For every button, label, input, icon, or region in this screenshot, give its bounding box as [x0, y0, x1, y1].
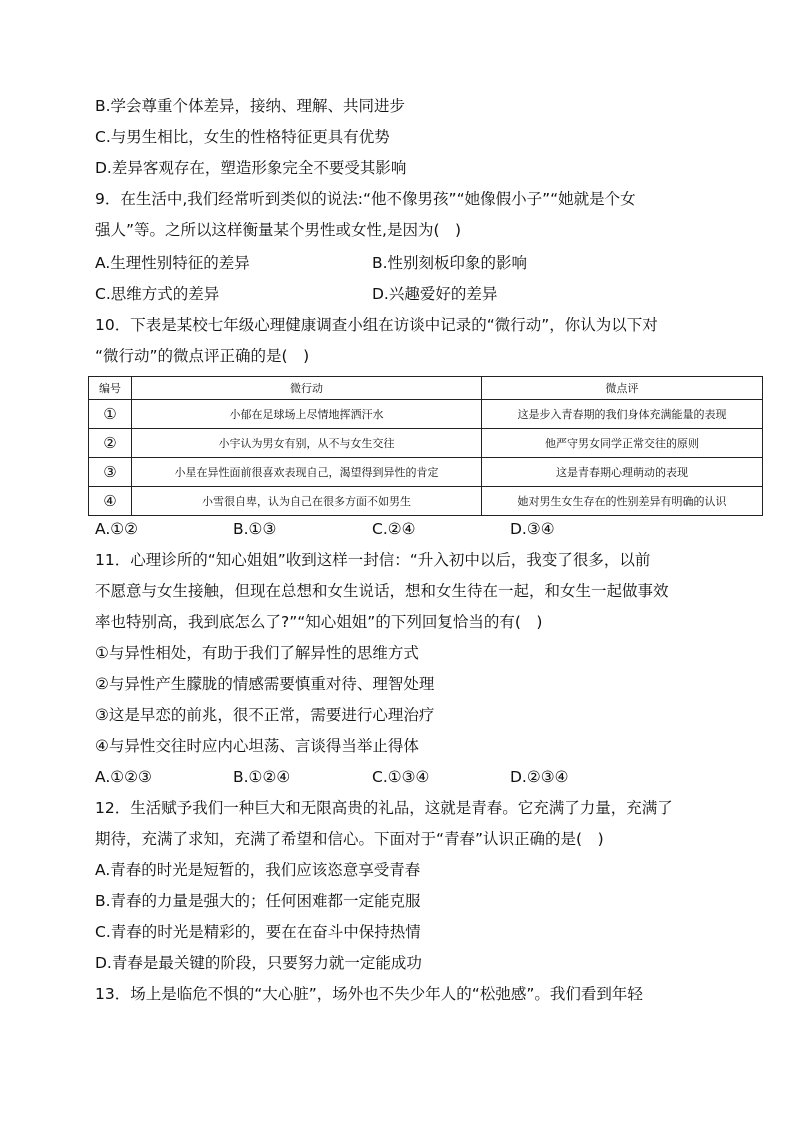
row-comment: 他严守男女同学正常交往的原则	[482, 429, 763, 458]
q10-stem-line2: “微行动”的微点评正确的是( )	[95, 347, 310, 365]
q12-option-b: B.青春的力量是强大的；任何困难都一定能克服	[95, 892, 421, 910]
q11-statement-3: ③这是早恋的前兆，很不正常，需要进行心理治疗	[95, 706, 435, 724]
q11-statement-4: ④与异性交往时应内心坦荡、言谈得当举止得体	[95, 737, 419, 755]
q9-option-c: C.思维方式的差异	[95, 285, 220, 303]
q12-option-c: C.青春的时光是精彩的，要在在奋斗中保持热情	[95, 923, 421, 941]
table-row	[89, 400, 763, 429]
q10-option-c: C.②④	[372, 520, 416, 538]
row-action: 小宇认为男女有别，从不与女生交往	[132, 429, 482, 458]
q8-option-d: D.差异客观存在，塑造形象完全不要受其影响	[95, 159, 407, 177]
q9-option-d: D.兴趣爱好的差异	[372, 285, 498, 303]
q11-stem-line3: 率也特别高，我到底怎么了?”“知心姐姐”的下列回复恰当的有( )	[95, 613, 543, 631]
row-comment: 这是步入青春期的我们身体充满能量的表现	[482, 400, 763, 429]
q10-option-b: B.①③	[233, 520, 277, 538]
q11-option-c: C.①③④	[372, 768, 430, 786]
q10-option-d: D.③④	[510, 520, 555, 538]
table-header-number: 编号	[89, 377, 132, 400]
q11-stem-line1: 11．心理诊所的“知心姐姐”收到这样一封信：“升入初中以后，我变了很多，以前	[95, 551, 651, 569]
q11-stem-line2: 不愿意与女生接触，但现在总想和女生说话，想和女生待在一起，和女生一起做事效	[95, 582, 669, 600]
q12-stem-line1: 12．生活赋予我们一种巨大和无限高贵的礼品，这就是青春。它充满了力量，充满了	[95, 799, 673, 817]
q11-option-b: B.①②④	[233, 768, 291, 786]
q9-option-b: B.性别刻板印象的影响	[372, 254, 528, 272]
q10-stem-line1: 10．下表是某校七年级心理健康调查小组在访谈中记录的“微行动”，你认为以下对	[95, 316, 658, 334]
q11-option-d: D.②③④	[510, 768, 569, 786]
row-comment: 她对男生女生存在的性别差异有明确的认识	[482, 487, 763, 516]
q9-option-a: A.生理性别特征的差异	[95, 254, 250, 272]
q13-stem-line1: 13．场上是临危不惧的“大心脏”，场外也不失少年人的“松弛感”。我们看到年轻	[95, 985, 643, 1003]
q12-option-a: A.青春的时光是短暂的，我们应该恣意享受青春	[95, 861, 421, 879]
micro-action-table	[88, 376, 763, 516]
row-comment: 这是青春期心理萌动的表现	[482, 458, 763, 487]
row-action: 小郁在足球场上尽情地挥洒汗水	[132, 400, 482, 429]
row-action: 小雪很自卑，认为自己在很多方面不如男生	[132, 487, 482, 516]
row-number: ②	[89, 429, 132, 458]
table-header-action: 微行动	[132, 377, 482, 400]
q12-option-d: D.青春是最关键的阶段，只要努力就一定能成功	[95, 954, 422, 972]
q8-option-b: B.学会尊重个体差异，接纳、理解、共同进步	[95, 97, 406, 115]
q11-option-a: A.①②③	[95, 768, 152, 786]
q11-statement-1: ①与异性相处，有助于我们了解异性的思维方式	[95, 644, 419, 662]
q9-stem-line2: 强人”等。之所以这样衡量某个男性或女性,是因为( )	[95, 221, 462, 239]
table-row	[89, 429, 763, 458]
q9-stem-line1: 9．在生活中,我们经常听到类似的说法:“他不像男孩”“她像假小子”“她就是个女	[95, 190, 636, 208]
table-row	[89, 458, 763, 487]
q12-stem-line2: 期待，充满了求知，充满了希望和信心。下面对于“青春”认识正确的是( )	[95, 830, 604, 848]
table-header-comment: 微点评	[482, 377, 763, 400]
row-action: 小星在异性面前很喜欢表现自己，渴望得到异性的肯定	[132, 458, 482, 487]
table-row	[89, 487, 763, 516]
q10-option-a: A.①②	[95, 520, 139, 538]
table-header-row	[89, 377, 763, 400]
row-number: ①	[89, 400, 132, 429]
row-number: ③	[89, 458, 132, 487]
row-number: ④	[89, 487, 132, 516]
q11-statement-2: ②与异性产生朦胧的情感需要慎重对待、理智处理	[95, 675, 435, 693]
q8-option-c: C.与男生相比，女生的性格特征更具有优势	[95, 128, 390, 146]
